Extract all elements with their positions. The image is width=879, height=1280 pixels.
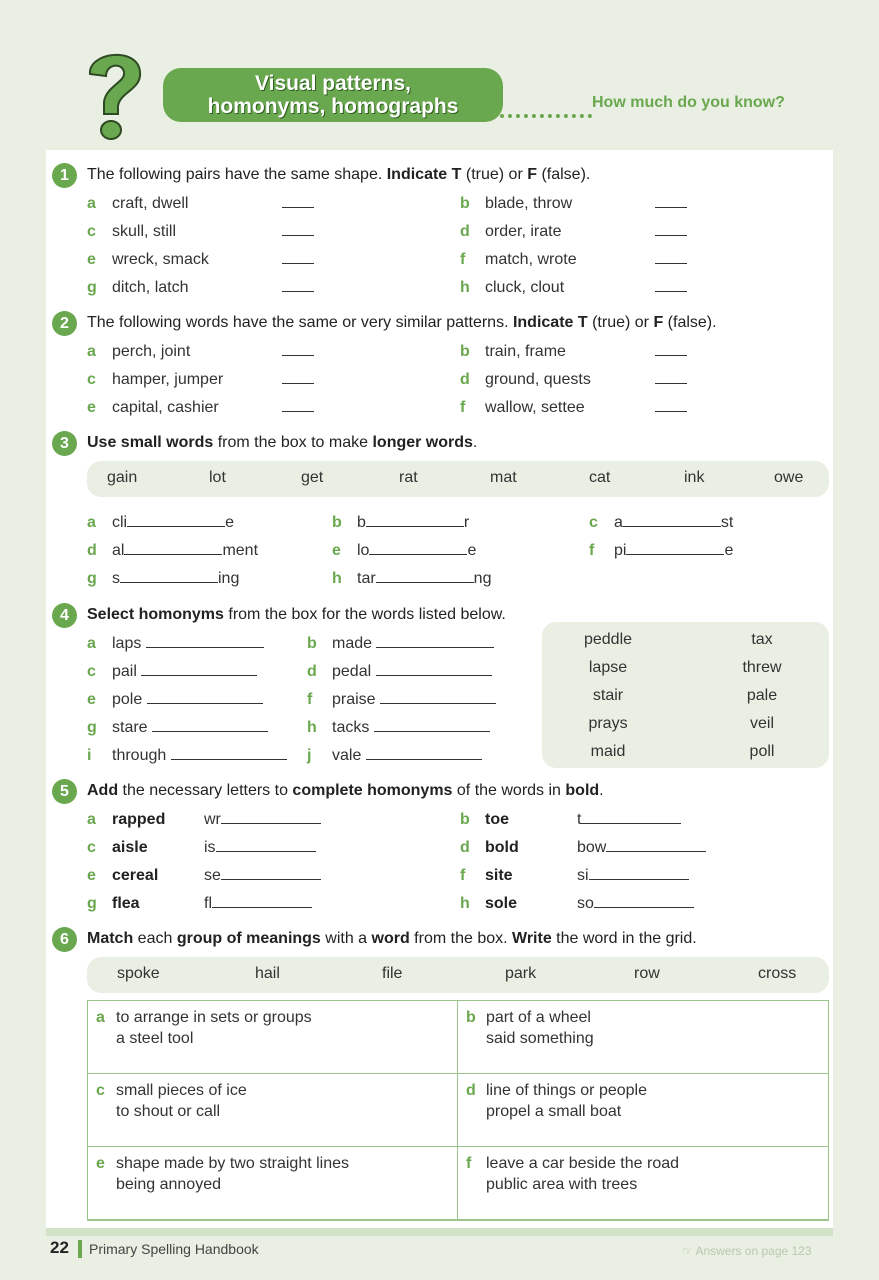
item-letter: f: [460, 399, 466, 416]
grid-cell-line: [96, 1080, 449, 1101]
word-end: e: [467, 542, 477, 559]
answer-blank[interactable]: [374, 718, 490, 732]
box-word: lapse: [588, 659, 628, 676]
grid-cell-line: [96, 1028, 449, 1049]
item-letter: d: [466, 1082, 476, 1099]
list-item: [307, 662, 492, 681]
item-text: pedal: [332, 663, 372, 680]
box-word: cross: [758, 965, 797, 982]
item-letter: b: [460, 343, 470, 360]
item-letter: f: [466, 1155, 472, 1172]
word-start: bow: [577, 839, 607, 856]
bold-word: cereal: [112, 867, 159, 884]
answer-blank[interactable]: [623, 513, 721, 527]
item-letter: a: [87, 343, 96, 360]
q3-instruction: Use small words from the box to make longer words.: [87, 434, 478, 451]
word-start: wr: [204, 811, 221, 828]
bold-word: flea: [112, 895, 140, 912]
list-item: [460, 810, 681, 829]
item-letter: h: [332, 570, 342, 587]
item-letter: a: [87, 195, 96, 212]
word-start: se: [204, 867, 221, 884]
word-end: r: [463, 514, 470, 531]
word-box: [87, 461, 829, 497]
grid-cell-line: [466, 1101, 820, 1122]
answer-blank[interactable]: [589, 866, 689, 880]
answer-blank[interactable]: [594, 894, 694, 908]
answer-blank[interactable]: [366, 513, 464, 527]
item-letter: e: [87, 251, 96, 268]
list-item: [460, 894, 694, 913]
box-word: get: [301, 469, 324, 486]
answer-blank[interactable]: [581, 810, 681, 824]
list-item: [87, 278, 314, 297]
answer-blank[interactable]: [216, 838, 316, 852]
item-letter: i: [87, 747, 92, 764]
grid-cell-line: [466, 1174, 820, 1195]
meaning-text: being annoyed: [116, 1176, 221, 1193]
item-text: stare: [112, 719, 148, 736]
box-word: cat: [589, 469, 611, 486]
item-text: match, wrote: [485, 251, 577, 268]
box-word: poll: [749, 743, 775, 760]
word-end: st: [720, 514, 734, 531]
question-mark-icon: [78, 44, 148, 144]
item-letter: d: [460, 839, 470, 856]
answer-blank[interactable]: [146, 634, 264, 648]
meaning-text: said something: [486, 1030, 594, 1047]
title-line-1: Visual patterns,: [254, 72, 411, 95]
word-start: t: [577, 811, 582, 828]
box-word: file: [382, 965, 403, 982]
question-number: 1: [52, 163, 77, 188]
q5-instruction: Add the necessary letters to complete homonyms of the words in bold.: [87, 782, 604, 799]
list-item: [87, 250, 314, 269]
q2-instruction: The following words have the same or very similar patterns. Indicate T (true) or F (false).: [87, 314, 717, 331]
item-text: train, frame: [485, 343, 566, 360]
item-letter: c: [87, 371, 96, 388]
page-number: 22: [50, 1238, 69, 1257]
q1-instruction: The following pairs have the same shape. Indicate T (true) or F (false).: [87, 166, 591, 183]
list-item: [460, 278, 687, 297]
item-letter: c: [589, 514, 598, 531]
item-text: laps: [112, 635, 142, 652]
list-item: [87, 194, 314, 213]
book-title: Primary Spelling Handbook: [89, 1241, 259, 1257]
box-word: lot: [209, 469, 226, 486]
list-item: [460, 866, 689, 885]
item-text: pole: [112, 691, 143, 708]
meaning-text: part of a wheel: [486, 1009, 591, 1026]
grid-cell[interactable]: [457, 1146, 829, 1221]
grid-cell[interactable]: [87, 1000, 458, 1074]
word-box: [87, 957, 829, 993]
item-text: ground, quests: [485, 371, 591, 388]
item-letter: a: [96, 1009, 105, 1026]
item-letter: c: [96, 1082, 105, 1099]
box-word: mat: [490, 469, 517, 486]
answer-blank[interactable]: [366, 746, 482, 760]
item-letter: b: [332, 514, 342, 531]
bold-word: sole: [485, 895, 518, 912]
answer-blank[interactable]: [369, 541, 467, 555]
word-start: tar: [357, 570, 376, 587]
list-item: [87, 894, 312, 913]
grid-cell-line: [96, 1153, 449, 1174]
word-start: fl: [204, 895, 212, 912]
box-word: gain: [107, 469, 138, 486]
answer-blank[interactable]: [120, 569, 218, 583]
word-start: pi: [614, 542, 627, 559]
item-text: praise: [332, 691, 376, 708]
item-letter: e: [96, 1155, 105, 1172]
item-letter: e: [87, 399, 96, 416]
box-word: veil: [749, 715, 774, 732]
bold-word: bold: [485, 839, 519, 856]
box-word: maid: [590, 743, 626, 760]
grid-cell[interactable]: [457, 1073, 829, 1147]
word-start: s: [112, 570, 120, 587]
list-item: [307, 746, 482, 765]
page-number-bar: [78, 1240, 82, 1258]
item-text: cluck, clout: [485, 279, 565, 296]
item-text: wallow, settee: [485, 399, 585, 416]
meaning-text: line of things or people: [486, 1082, 647, 1099]
meaning-text: shape made by two straight lines: [116, 1155, 350, 1172]
word-start: si: [577, 867, 589, 884]
answer-blank[interactable]: [655, 222, 687, 236]
item-text: perch, joint: [112, 343, 191, 360]
bold-word: toe: [485, 811, 509, 828]
item-letter: g: [87, 719, 97, 736]
answer-blank[interactable]: [282, 370, 314, 384]
list-item: [87, 541, 258, 560]
item-text: pail: [112, 663, 137, 680]
list-item: [87, 838, 316, 857]
bold-word: site: [485, 867, 513, 884]
question-number: 2: [52, 311, 77, 336]
box-word: pale: [746, 687, 778, 704]
box-word: rat: [399, 469, 418, 486]
item-letter: a: [87, 635, 96, 652]
item-text: skull, still: [112, 223, 177, 240]
answers-reference[interactable]: ☞ Answers on page 123: [682, 1244, 812, 1258]
box-word: owe: [774, 469, 804, 486]
list-item: [589, 513, 733, 532]
item-letter: d: [460, 223, 470, 240]
grid-cell-line: [466, 1153, 820, 1174]
grid-cell-line: [466, 1028, 820, 1049]
box-word: threw: [742, 659, 782, 676]
item-letter: j: [307, 747, 312, 764]
box-word: stair: [592, 687, 624, 704]
dotted-divider: [492, 114, 592, 118]
list-item: [332, 541, 476, 560]
meaning-text: leave a car beside the road: [486, 1155, 680, 1172]
item-text: ditch, latch: [112, 279, 189, 296]
word-start: a: [614, 514, 623, 531]
word-start: is: [204, 839, 216, 856]
item-letter: b: [307, 635, 317, 652]
item-letter: d: [460, 371, 470, 388]
answer-blank[interactable]: [282, 222, 314, 236]
box-word: hail: [255, 965, 280, 982]
bold-word: rapped: [112, 811, 166, 828]
list-item: [87, 634, 264, 653]
q4-instruction: Select homonyms from the box for the words listed below.: [87, 606, 506, 623]
list-item: [460, 194, 687, 213]
grid-cell-line: [466, 1080, 820, 1101]
grid-cell[interactable]: [457, 1000, 829, 1074]
item-text: tacks: [332, 719, 370, 736]
answer-blank[interactable]: [606, 838, 706, 852]
grid-cell-line: [96, 1101, 449, 1122]
answer-blank[interactable]: [221, 866, 321, 880]
box-word: prays: [588, 715, 628, 732]
box-word: park: [505, 965, 537, 982]
answer-blank[interactable]: [282, 398, 314, 412]
item-text: made: [332, 635, 373, 652]
question-number: 3: [52, 431, 77, 456]
list-item: [87, 746, 287, 765]
grid-cell[interactable]: [87, 1073, 458, 1147]
list-item: [460, 342, 687, 361]
box-word: row: [634, 965, 660, 982]
answer-blank[interactable]: [282, 194, 314, 208]
word-start: b: [357, 514, 366, 531]
item-letter: c: [87, 839, 96, 856]
box-word: tax: [751, 631, 773, 648]
list-item: [87, 398, 314, 417]
answer-blank[interactable]: [655, 398, 687, 412]
answer-blank[interactable]: [655, 250, 687, 264]
list-item: [332, 569, 491, 588]
grid-cell-line: [466, 1007, 820, 1028]
list-item: [307, 690, 496, 709]
item-letter: g: [87, 570, 97, 587]
title-line-2: homonyms, homographs: [207, 95, 459, 118]
list-item: [460, 250, 687, 269]
item-letter: e: [332, 542, 341, 559]
answer-blank[interactable]: [380, 690, 496, 704]
list-item: [87, 569, 239, 588]
answer-blank[interactable]: [212, 894, 312, 908]
answer-blank[interactable]: [171, 746, 287, 760]
meaning-text: to shout or call: [116, 1103, 221, 1120]
grid-cell-line: [96, 1007, 449, 1028]
item-text: craft, dwell: [112, 195, 189, 212]
answer-grid: [87, 1000, 829, 1220]
item-text: capital, cashier: [112, 399, 219, 416]
meaning-text: a steel tool: [116, 1030, 194, 1047]
list-item: [460, 370, 687, 389]
item-letter: f: [460, 867, 466, 884]
question-number: 5: [52, 779, 77, 804]
answer-blank[interactable]: [147, 690, 263, 704]
item-text: blade, throw: [485, 195, 573, 212]
item-letter: f: [460, 251, 466, 268]
item-text: hamper, jumper: [112, 371, 224, 388]
item-letter: d: [87, 542, 97, 559]
item-text: wreck, smack: [112, 251, 209, 268]
list-item: [460, 398, 687, 417]
word-end: e: [724, 542, 734, 559]
q6-instruction: Match each group of meanings with a word from the box. Write the word in the grid.: [87, 930, 697, 947]
meaning-text: public area with trees: [486, 1176, 638, 1193]
list-item: [87, 690, 263, 709]
list-item: [460, 222, 687, 241]
answer-blank[interactable]: [124, 541, 222, 555]
answer-blank[interactable]: [376, 662, 492, 676]
answer-blank[interactable]: [221, 810, 321, 824]
word-end: e: [225, 514, 235, 531]
word-end: ng: [473, 570, 492, 587]
answer-blank[interactable]: [655, 278, 687, 292]
list-item: [332, 513, 469, 532]
answer-blank[interactable]: [152, 718, 268, 732]
list-item: [87, 513, 234, 532]
answer-blank[interactable]: [282, 342, 314, 356]
answer-blank[interactable]: [282, 278, 314, 292]
list-item: [87, 342, 314, 361]
answer-blank[interactable]: [655, 342, 687, 356]
answer-blank[interactable]: [376, 634, 494, 648]
list-item: [307, 634, 494, 653]
item-letter: a: [87, 811, 96, 828]
answer-blank[interactable]: [626, 541, 724, 555]
item-letter: c: [87, 663, 96, 680]
word-start: lo: [357, 542, 370, 559]
bold-word: aisle: [112, 839, 148, 856]
item-text: vale: [332, 747, 362, 764]
item-letter: f: [307, 691, 313, 708]
list-item: [87, 222, 314, 241]
question-number: 6: [52, 927, 77, 952]
answer-blank[interactable]: [141, 662, 257, 676]
meaning-text: to arrange in sets or groups: [116, 1009, 312, 1026]
answer-blank[interactable]: [376, 569, 474, 583]
item-text: order, irate: [485, 223, 562, 240]
word-start: al: [112, 542, 125, 559]
item-letter: g: [87, 895, 97, 912]
item-letter: h: [307, 719, 317, 736]
item-letter: c: [87, 223, 96, 240]
list-item: [87, 662, 257, 681]
grid-cell-line: [96, 1174, 449, 1195]
list-item: [589, 541, 733, 560]
item-letter: h: [460, 895, 470, 912]
grid-cell[interactable]: [87, 1146, 458, 1221]
meaning-text: propel a small boat: [486, 1103, 622, 1120]
word-start: so: [577, 895, 594, 912]
word-end: ing: [218, 570, 240, 587]
list-item: [87, 718, 268, 737]
box-word: ink: [684, 469, 705, 486]
answers-label: Answers on page 123: [695, 1244, 812, 1258]
box-word: spoke: [117, 965, 160, 982]
item-letter: b: [466, 1009, 476, 1026]
list-item: [307, 718, 490, 737]
item-letter: b: [460, 195, 470, 212]
item-text: through: [112, 747, 167, 764]
tagline: How much do you know?: [592, 94, 785, 111]
footer-divider: [46, 1228, 833, 1236]
item-letter: g: [87, 279, 97, 296]
meaning-text: small pieces of ice: [116, 1082, 247, 1099]
item-letter: e: [87, 867, 96, 884]
page-title: [163, 68, 503, 122]
list-item: [87, 810, 321, 829]
item-letter: h: [460, 279, 470, 296]
item-letter: f: [589, 542, 595, 559]
answer-blank[interactable]: [655, 194, 687, 208]
question-number: 4: [52, 603, 77, 628]
word-start: cli: [112, 514, 128, 531]
answer-blank[interactable]: [282, 250, 314, 264]
list-item: [87, 866, 321, 885]
answer-blank[interactable]: [655, 370, 687, 384]
item-letter: a: [87, 514, 96, 531]
box-word: peddle: [583, 631, 633, 648]
answer-blank[interactable]: [127, 513, 225, 527]
homonym-box: [542, 622, 829, 768]
list-item: [460, 838, 706, 857]
word-end: ment: [222, 542, 259, 559]
item-letter: b: [460, 811, 470, 828]
item-letter: d: [307, 663, 317, 680]
list-item: [87, 370, 314, 389]
item-letter: e: [87, 691, 96, 708]
